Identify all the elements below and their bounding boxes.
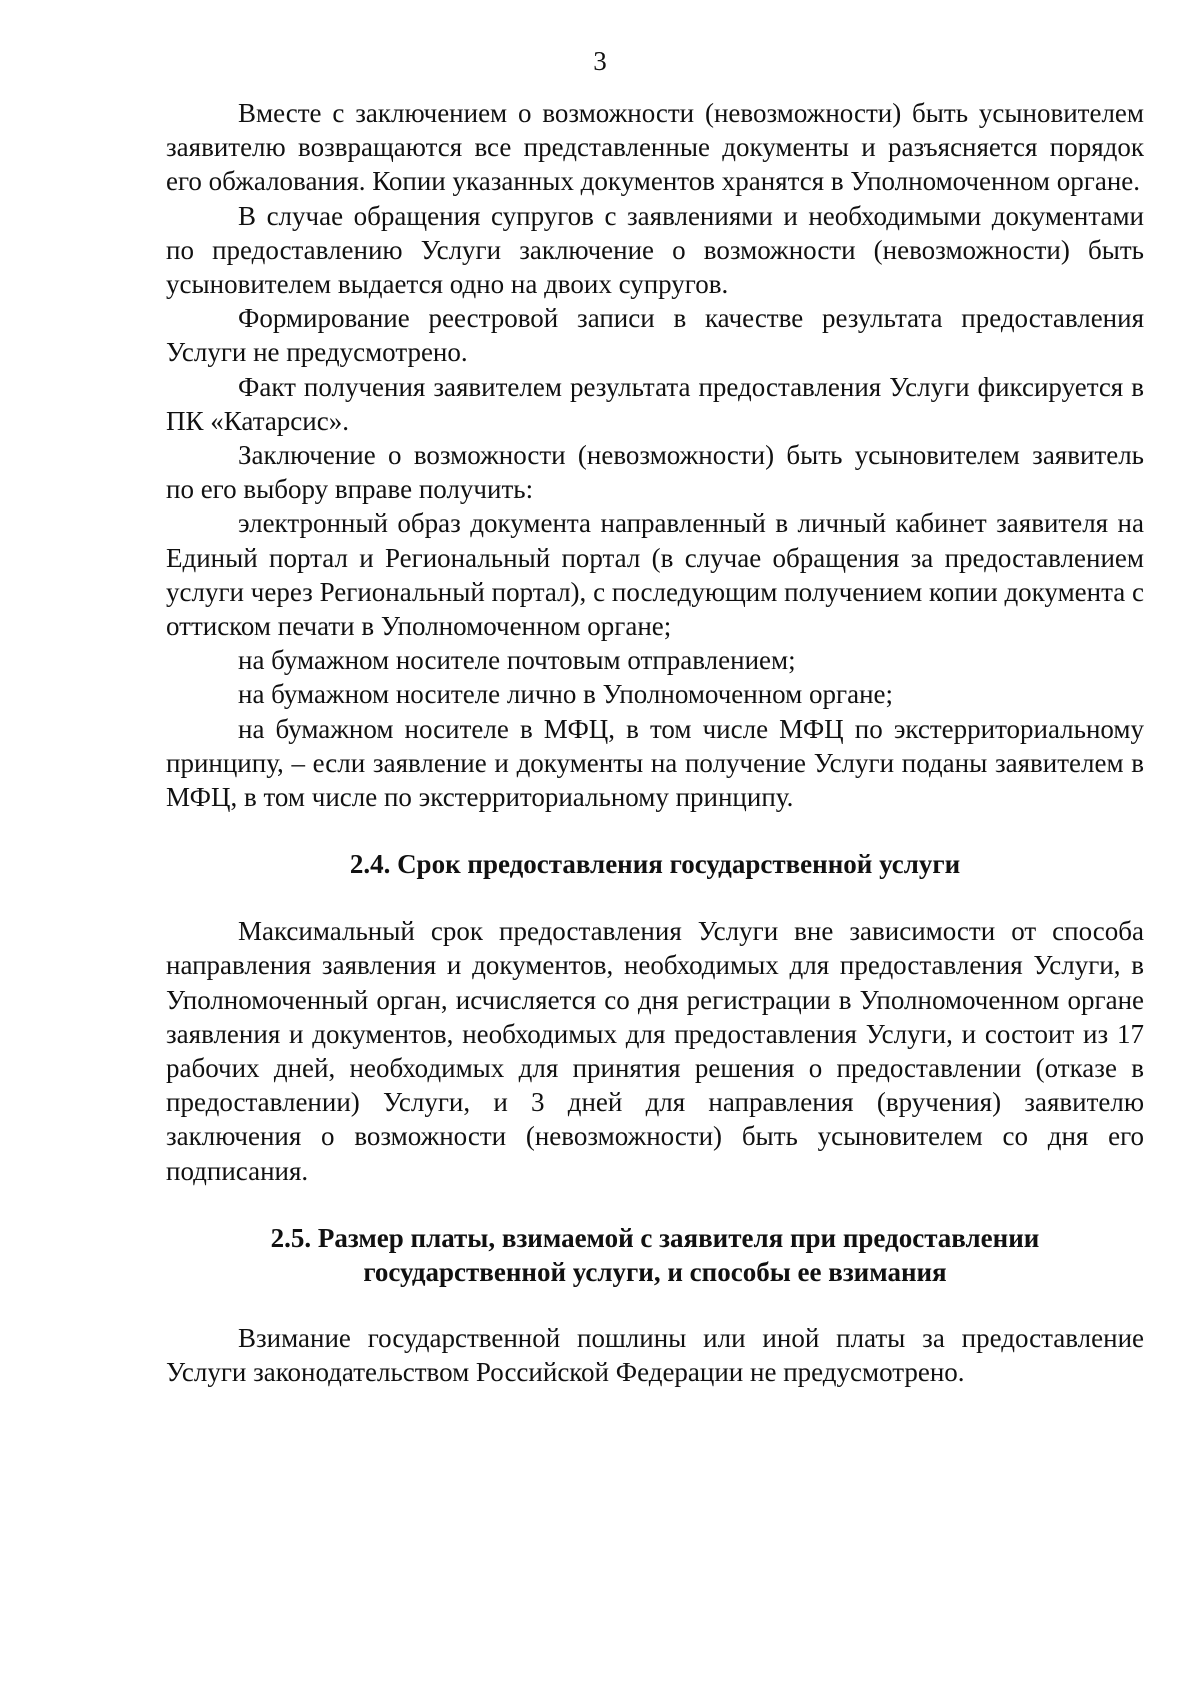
section-heading-fee-line-2: государственной услуги, и способы ее взимания — [363, 1256, 947, 1287]
paragraph-spouses-conclusion: В случае обращения супругов с заявлениями и необходимыми документами по предоставлению Услуги заключение о возможности (невозможности) быть усыновителем выдается одно на двоих супругов. — [166, 200, 1144, 300]
section-heading-fee-line-1: 2.5. Размер платы, взимаемой с заявителя при предоставлении — [270, 1222, 1040, 1253]
paragraph-katarsis-record: Факт получения заявителем результата предоставления Услуги фиксируется в ПК «Катарсис». — [166, 371, 1144, 436]
list-item-electronic-image: электронный образ документа направленный в личный кабинет заявителя на Единый портал и Региональный портал (в случае обращения за предоставлением услуги через Региональный портал), с последующим получением копии документа с оттиском печати в Уполномоченном органе; — [166, 508, 1144, 642]
paragraph-fee: Взимание государственной пошлины или иной платы за предоставление Услуги законодательством Российской Федерации не предусмотрено. — [166, 1322, 1144, 1388]
section-heading-fee — [166, 1221, 1144, 1289]
paragraph-receipt-options-intro: Заключение о возможности (невозможности) быть усыновителем заявитель по его выбору вправе получить: — [166, 440, 1144, 505]
paragraph-registry-record: Формирование реестровой записи в качестве результата предоставления Услуги не предусмотрено. — [166, 303, 1144, 368]
list-item-postal-delivery: на бумажном носителе почтовым отправлением; — [238, 645, 796, 676]
section-heading-service-term: 2.4. Срок предоставления государственной услуги — [349, 849, 961, 880]
paragraph-service-term: Максимальный срок предоставления Услуги вне зависимости от способа направления заявления и документов, необходимых для предоставления Услуги, в Уполномоченный орган, исчисляется со дня регистрации в Уполномоченном органе заявления и документов, необходимых для предоставления Услуги, и состоит из 17 рабочих дней, необходимых для принятия решения о предоставлении (отказе в предоставлении) Услуги, и 3 дней для направления (вручения) заявителю заключения о возможности (невозможности) быть усыновителем со дня его подписания. — [166, 916, 1144, 1186]
paragraph-documents-returned: Вместе с заключением о возможности (невозможности) быть усыновителем заявителю возвращаются все представленные документы и разъясняется порядок его обжалования. Копии указанных документов хранятся в Уполномоченном органе. — [166, 98, 1144, 197]
document-body — [166, 96, 1144, 1389]
list-item-in-person: на бумажном носителе лично в Уполномоченном органе; — [238, 679, 894, 710]
page-number: 3 — [593, 46, 607, 76]
list-item-mfc: на бумажном носителе в МФЦ, в том числе МФЦ по экстерриториальному принципу, – если заявление и документы на получение Услуги поданы заявителем в МФЦ, в том числе по экстерриториальному принципу. — [166, 713, 1144, 813]
